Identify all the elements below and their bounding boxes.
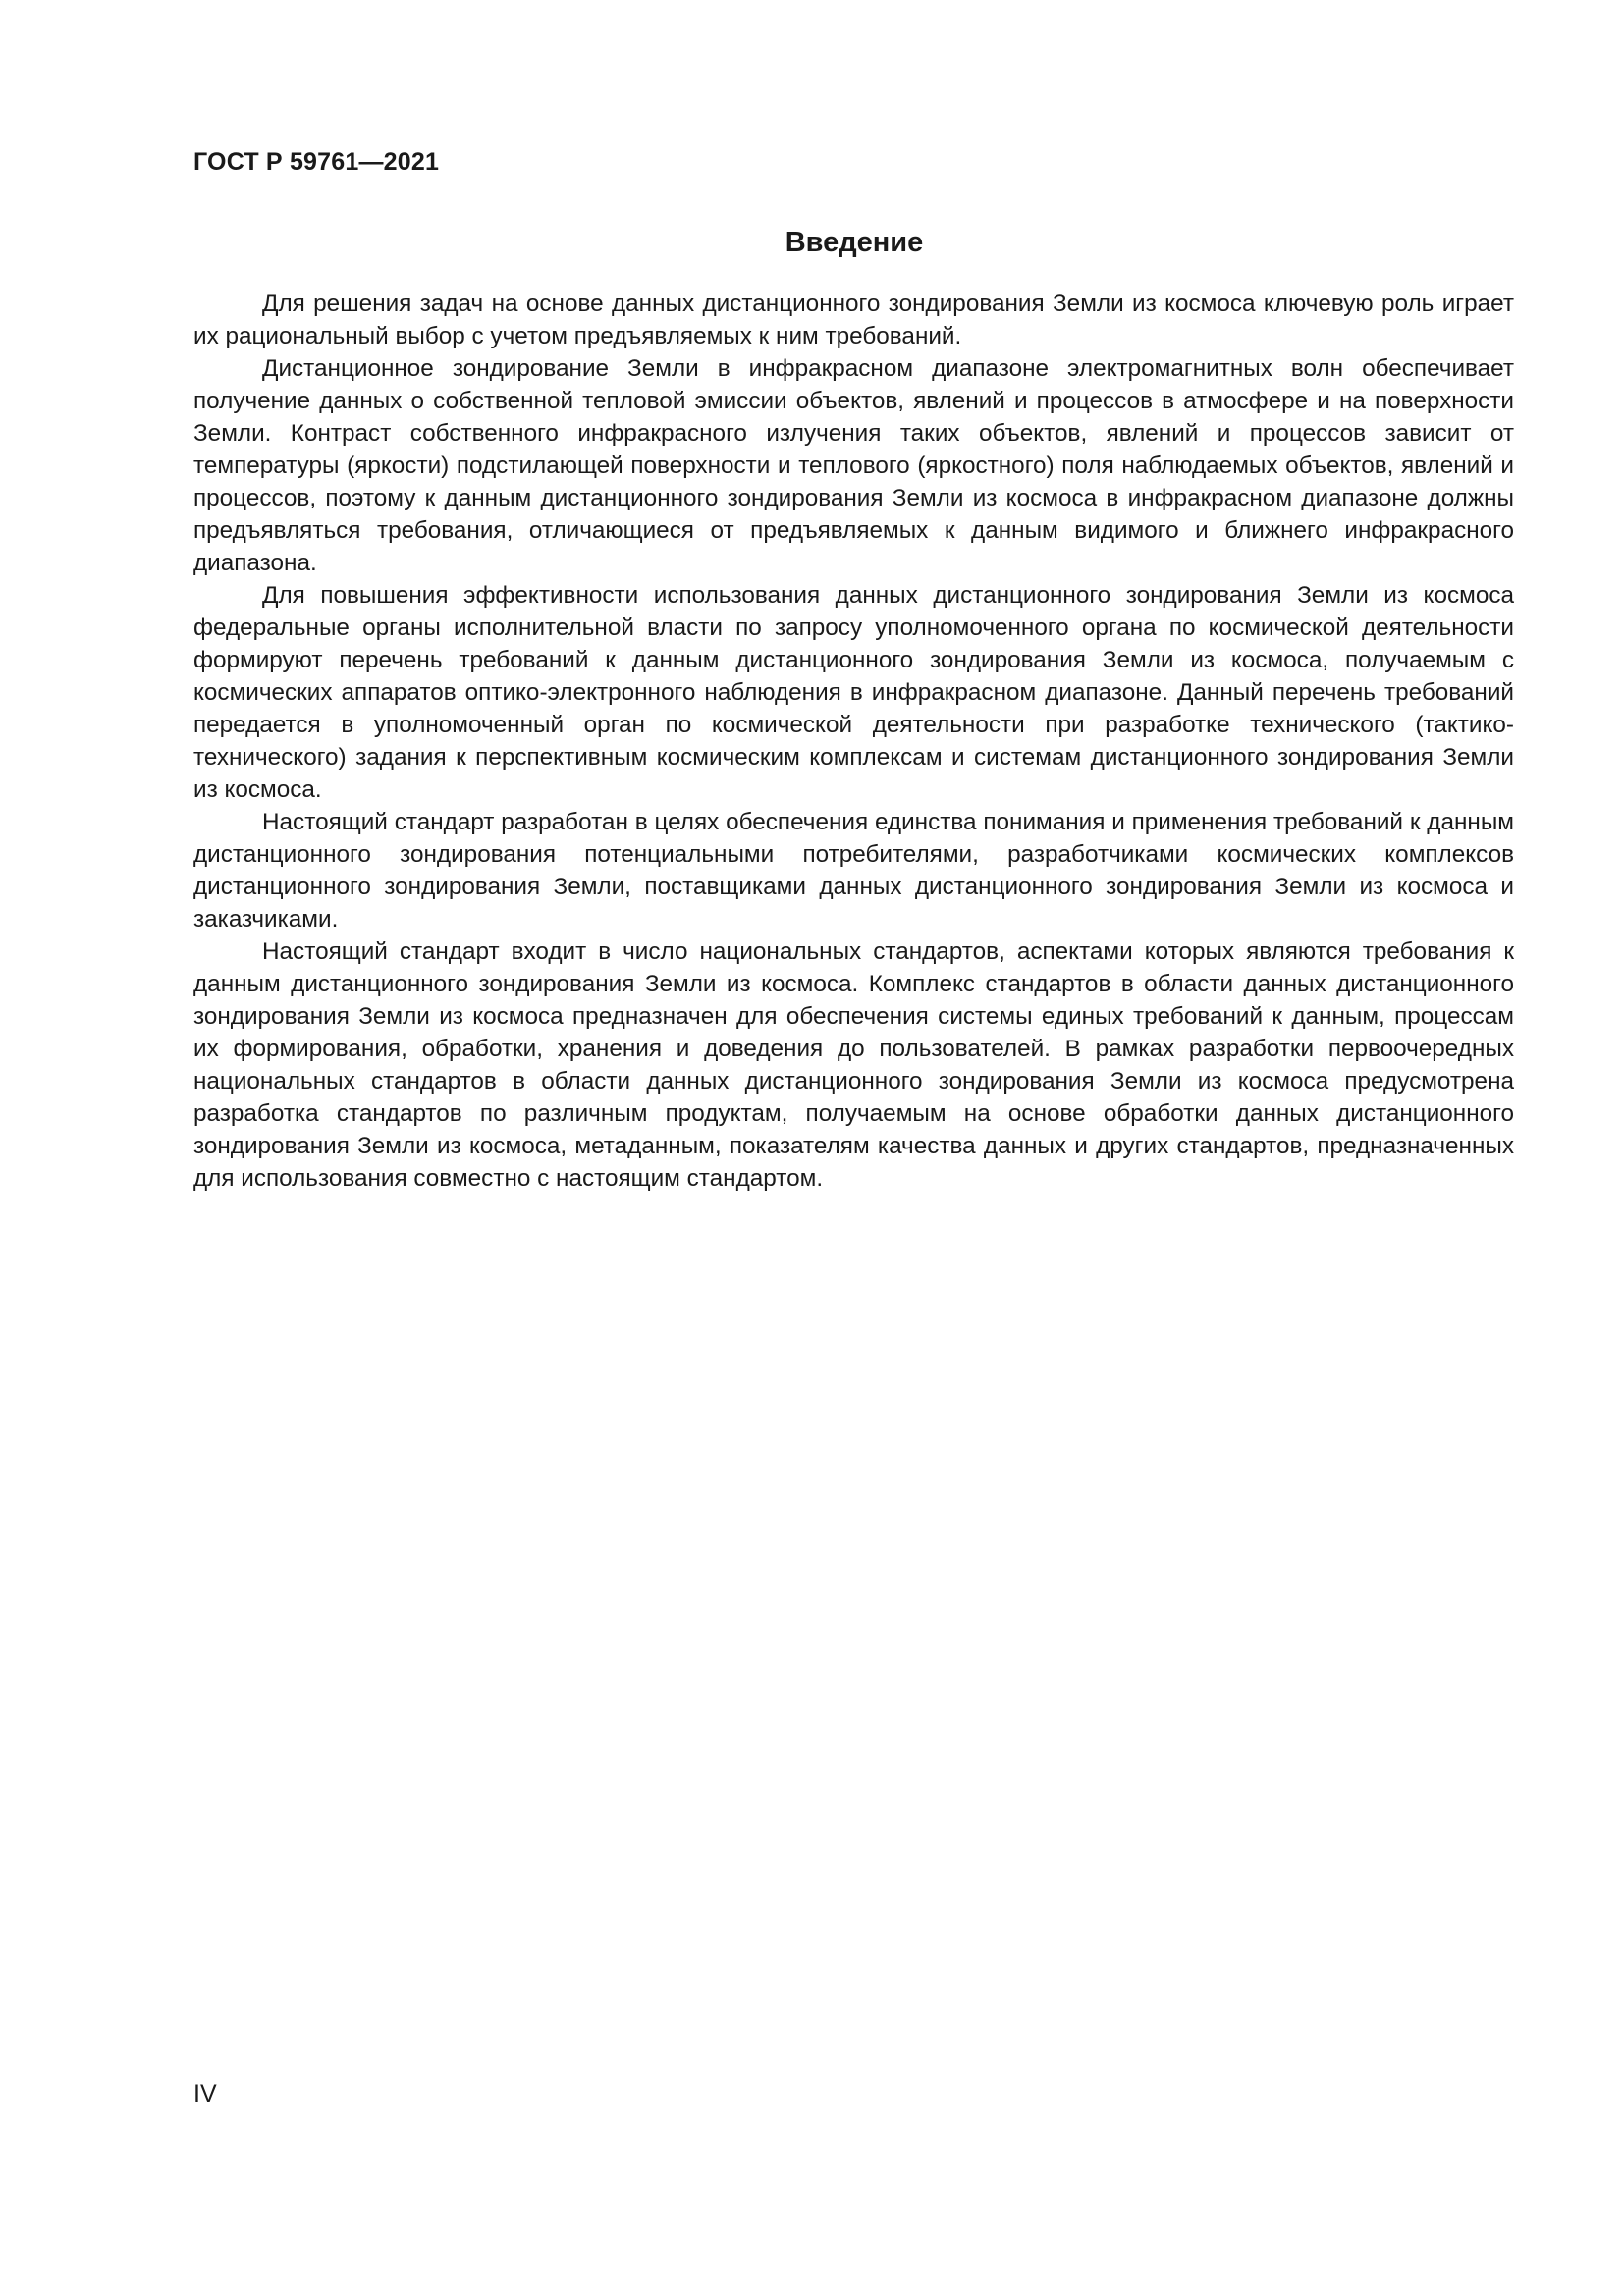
- paragraph: Для решения задач на основе данных дистанционного зондирования Земли из космоса ключевую роль играет их рациональный выбор с учетом предъявляемых к ним требований.: [193, 291, 1514, 349]
- paragraph: Настоящий стандарт входит в число национальных стандартов, аспектами которых являются требования к данным дистанционного зондирования Земли из космоса. Комплекс стандартов в области данных дистанционного зондирования Земли из космоса предназначен для обеспечения системы единых требований к данным, процессам их формирования, обработки, хранения и доведения до пользователей. В рамках разработки первоочередных национальных стандартов в области данных дистанционного зондирования Земли из космоса предусмотрена разработка стандартов по различным продуктам, получаемым на основе обработки данных дистанционного зондирования Земли из космоса, метаданным, показателям качества данных и других стандартов, предназначенных для использования совместно с настоящим стандартом.: [193, 938, 1514, 1192]
- page-number: IV: [193, 2080, 217, 2108]
- paragraph: Дистанционное зондирование Земли в инфракрасном диапазоне электромагнитных волн обеспечивает получение данных о собственной тепловой эмиссии объектов, явлений и процессов в атмосфере и на поверхности Земли. Контраст собственного инфракрасного излучения таких объектов, явлений и процессов зависит от температуры (яркости) подстилающей поверхности и теплового (яркостного) поля наблюдаемых объектов, явлений и процессов, поэтому к данным дистанционного зондирования Земли из космоса в инфракрасном диапазоне должны предъявляться требования, отличающиеся от предъявляемых к данным видимого и ближнего инфракрасного диапазона.: [193, 355, 1514, 576]
- standard-code-header: ГОСТ Р 59761—2021: [193, 148, 440, 176]
- paragraph: Для повышения эффективности использования данных дистанционного зондирования Земли из космоса федеральные органы исполнительной власти по запросу уполномоченного органа по космической деятельности формируют перечень требований к данным дистанционного зондирования Земли из космоса, получаемым с космических аппаратов оптико-электронного наблюдения в инфракрасном диапазоне. Данный перечень требований передается в уполномоченный орган по космической деятельности при разработке технического (тактико-технического) задания к перспективным космическим комплексам и системам дистанционного зондирования Земли из космоса.: [193, 582, 1514, 803]
- body-text: [193, 288, 1514, 1195]
- paragraph: Настоящий стандарт разработан в целях обеспечения единства понимания и применения требований к данным дистанционного зондирования потенциальными потребителями, разработчиками космических комплексов дистанционного зондирования Земли, поставщиками данных дистанционного зондирования Земли из космоса и заказчиками.: [193, 809, 1514, 933]
- section-title: Введение: [785, 227, 924, 258]
